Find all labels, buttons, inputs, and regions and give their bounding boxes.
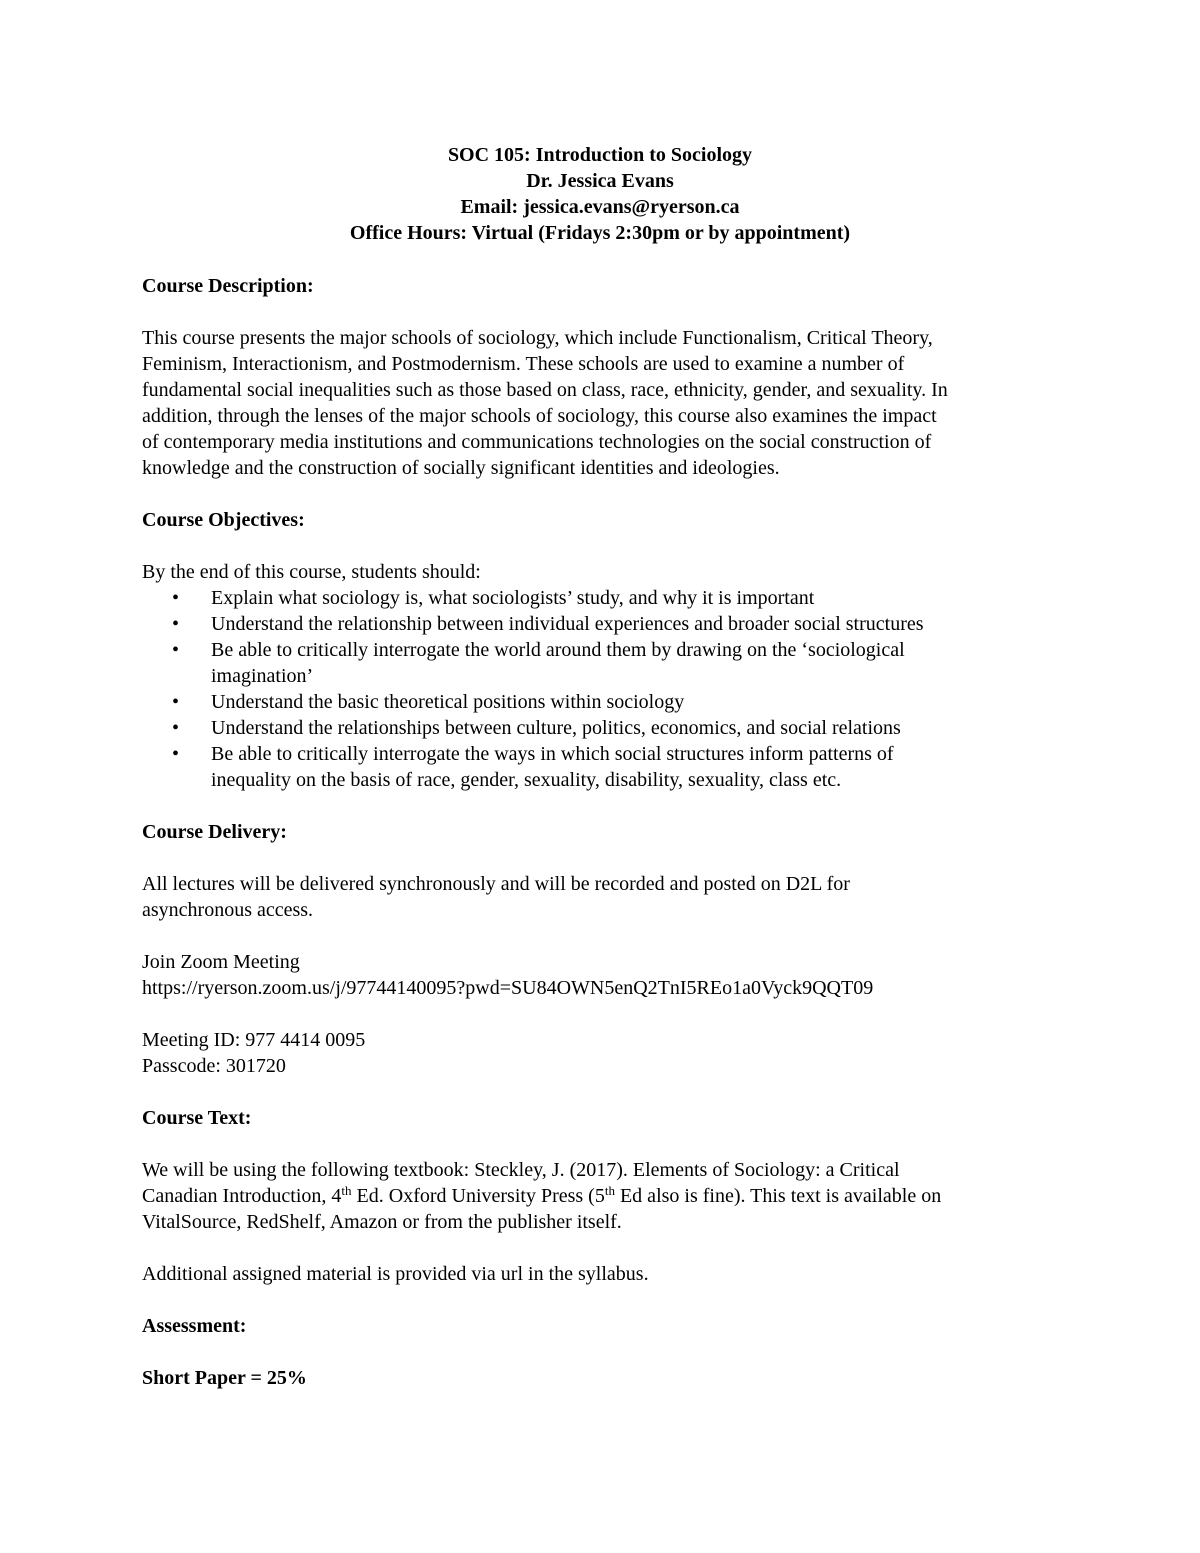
list-item-line: Be able to critically interrogate the ways in which social structures inform patterns of (211, 743, 894, 765)
bullet-icon: • (172, 743, 180, 765)
description-line: fundamental social inequalities such as those based on class, race, ethnicity, gender, and sexuality. In (142, 379, 948, 401)
list-item-line: imagination’ (211, 665, 314, 687)
delivery-paragraph (142, 871, 1062, 923)
objectives-intro: By the end of this course, students should: (142, 561, 481, 583)
ordinal-suffix: th (341, 1183, 352, 1198)
short-paper-weight: Short Paper = 25% (142, 1367, 307, 1389)
text-fragment: Canadian Introduction, 4 (142, 1185, 342, 1207)
bullet-icon: • (172, 587, 180, 609)
bullet-icon: • (172, 717, 180, 739)
text-paragraph (142, 1157, 1062, 1235)
bullet-icon: • (172, 613, 180, 635)
bullet-icon: • (172, 691, 180, 713)
list-item (211, 611, 1061, 637)
zoom-label: Join Zoom Meeting (142, 951, 300, 973)
list-item (211, 741, 1061, 793)
description-line: This course presents the major schools of sociology, which include Functionalism, Critical Theory, (142, 327, 933, 349)
text-line: VitalSource, RedShelf, Amazon or from the publisher itself. (142, 1211, 622, 1233)
list-item-line: Understand the relationships between culture, politics, economics, and social relations (211, 717, 901, 739)
description-line: of contemporary media institutions and communications technologies on the social construction of (142, 431, 932, 453)
objectives-heading: Course Objectives: (142, 509, 305, 531)
bullet-icon: • (172, 639, 180, 661)
list-item (211, 689, 1061, 715)
zoom-link[interactable]: https://ryerson.zoom.us/j/97744140095?pwd=SU84OWN5enQ2TnI5REo1a0Vyck9QQT09 (142, 977, 874, 999)
meeting-id: Meeting ID: 977 4414 0095 (142, 1029, 366, 1051)
delivery-heading: Course Delivery: (142, 821, 287, 843)
description-heading: Course Description: (142, 275, 314, 297)
list-item-line: Understand the basic theoretical positions within sociology (211, 691, 685, 713)
text-fragment: Ed. Oxford University Press (5 (351, 1185, 605, 1207)
list-item (211, 715, 1061, 741)
instructor-email: Email: jessica.evans@ryerson.ca (460, 196, 740, 218)
description-line: knowledge and the construction of socially significant identities and ideologies. (142, 457, 780, 479)
text-line (142, 1183, 1062, 1209)
meeting-passcode: Passcode: 301720 (142, 1055, 286, 1077)
course-title: SOC 105: Introduction to Sociology (447, 144, 753, 166)
ordinal-suffix: th (604, 1183, 615, 1198)
list-item-line: Explain what sociology is, what sociologists’ study, and why it is important (211, 587, 815, 609)
header-block (142, 142, 1058, 246)
list-item (211, 637, 1061, 689)
additional-material: Additional assigned material is provided via url in the syllabus. (142, 1263, 649, 1285)
instructor-name: Dr. Jessica Evans (526, 170, 674, 192)
delivery-line: All lectures will be delivered synchronously and will be recorded and posted on D2L for (142, 873, 850, 895)
description-line: Feminism, Interactionism, and Postmodernism. These schools are used to examine a number of (142, 353, 905, 375)
text-heading: Course Text: (142, 1107, 252, 1129)
list-item-line: inequality on the basis of race, gender, sexuality, disability, sexuality, class etc. (211, 769, 842, 791)
text-fragment: Ed also is fine). This text is available on (614, 1185, 942, 1207)
office-hours: Office Hours: Virtual (Fridays 2:30pm or by appointment) (349, 222, 851, 244)
list-item-line: Understand the relationship between individual experiences and broader social structures (211, 613, 924, 635)
delivery-line: asynchronous access. (142, 899, 314, 921)
assessment-heading: Assessment: (142, 1315, 247, 1337)
text-line: We will be using the following textbook: Steckley, J. (2017). Elements of Sociology: a Critical (142, 1159, 900, 1181)
description-line: addition, through the lenses of the major schools of sociology, this course also examines the impact (142, 405, 937, 427)
list-item (211, 585, 1061, 611)
description-paragraph (142, 325, 1062, 481)
list-item-line: Be able to critically interrogate the world around them by drawing on the ‘sociological (211, 639, 905, 661)
